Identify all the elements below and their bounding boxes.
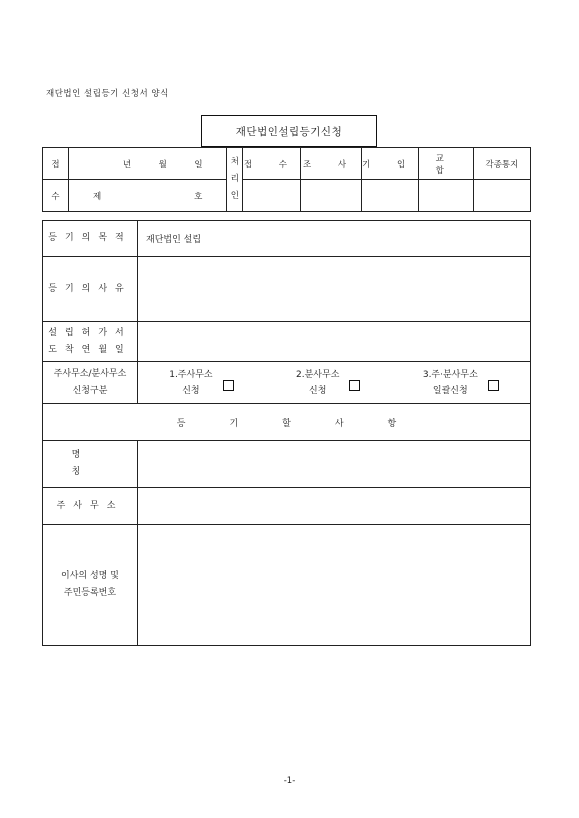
date-day-label: 일 — [194, 159, 203, 170]
document-title: 재단법인 설립등기 신청서 양식 — [46, 89, 169, 99]
giip-field[interactable] — [361, 180, 418, 212]
reason-field[interactable] — [138, 257, 531, 322]
permit-date-label: 설립허가서 도착연월일 — [43, 322, 138, 362]
director-label: 이사의 성명 및 주민등록번호 — [43, 525, 138, 646]
col-giip: 기 입 — [361, 148, 418, 180]
name-field[interactable] — [138, 441, 531, 488]
option-branch-office[interactable]: 2.분사무소 신청 — [296, 367, 360, 399]
jeopsu-field[interactable] — [243, 180, 300, 212]
reason-label: 등기의사유 — [43, 257, 138, 322]
option-both-offices[interactable]: 3.주·분사무소 일괄신청 — [423, 367, 499, 399]
office-type-label: 주사무소/분사무소 신청구분 — [43, 362, 138, 404]
page-number: -1- — [283, 776, 296, 786]
col-josa: 조 사 — [300, 148, 361, 180]
notices-field[interactable] — [473, 180, 530, 212]
col-gyohap: 교 합 — [418, 148, 473, 180]
main-office-label: 주사무소 — [43, 488, 138, 525]
josa-field[interactable] — [300, 180, 361, 212]
number-suffix-label: 호 — [194, 191, 203, 202]
number-prefix-label: 제 — [93, 191, 102, 202]
registration-items-heading: 등 기 할 사 항 — [43, 404, 531, 441]
form-title: 재단법인설립등기신청 — [201, 115, 377, 147]
option-main-office[interactable]: 1.주사무소 신청 — [169, 367, 233, 399]
receipt-number-cell[interactable] — [69, 180, 227, 212]
receipt-table — [42, 147, 531, 212]
date-year-label: 년 — [122, 159, 132, 170]
option-both-offices-checkbox[interactable] — [488, 380, 499, 391]
office-type-options — [138, 362, 531, 404]
main-office-field[interactable] — [138, 488, 531, 525]
receipt-date-cell[interactable] — [69, 148, 227, 180]
name-label: 명 칭 — [43, 441, 138, 488]
date-month-label: 월 — [158, 159, 167, 170]
option-main-office-checkbox[interactable] — [223, 380, 234, 391]
processor-cell: 처 리 인 — [227, 148, 243, 212]
director-field[interactable] — [138, 525, 531, 646]
col-jeopsu: 접 수 — [243, 148, 300, 180]
purpose-value[interactable]: 재단법인 설립 — [138, 221, 531, 257]
registration-form-table — [42, 220, 531, 646]
purpose-label: 등기의목적 — [43, 221, 138, 257]
permit-date-field[interactable] — [138, 322, 531, 362]
col-notices: 각종통지 — [473, 148, 530, 180]
receipt-jeop-cell: 접 — [43, 148, 69, 180]
gyohap-field[interactable] — [418, 180, 473, 212]
receipt-su-cell: 수 — [43, 180, 69, 212]
option-branch-office-checkbox[interactable] — [349, 380, 360, 391]
